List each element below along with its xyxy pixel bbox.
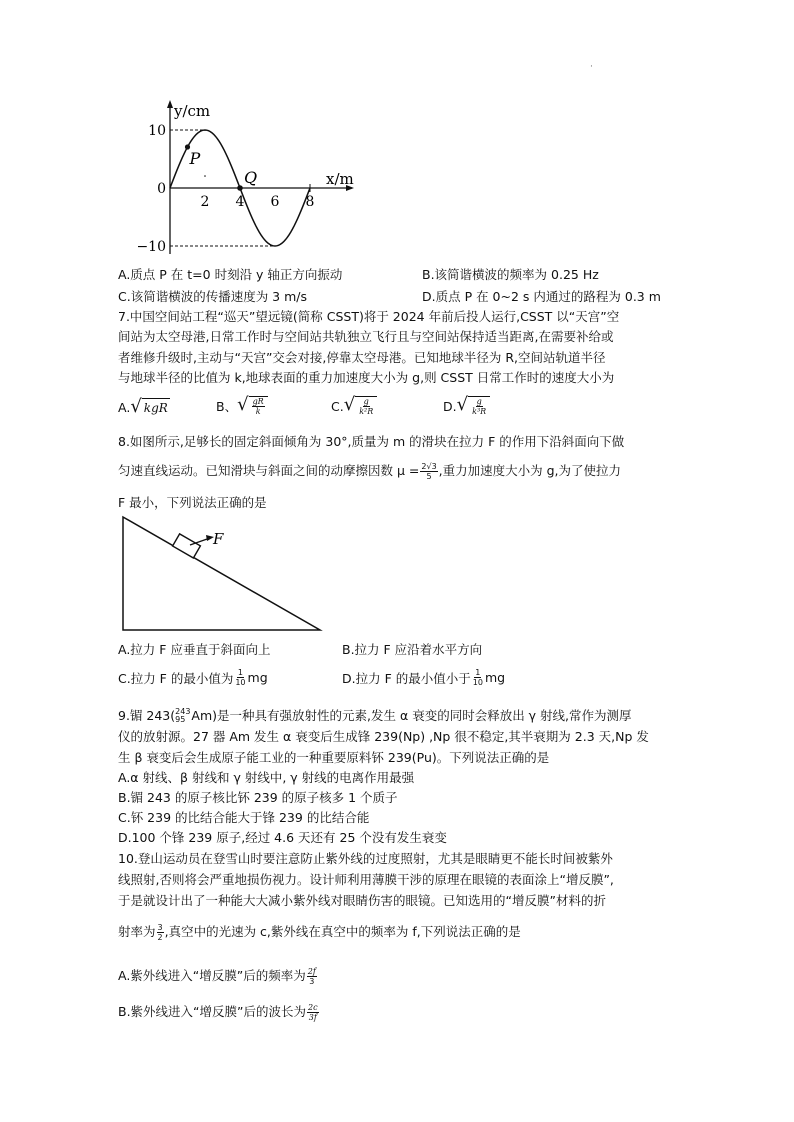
q8-option-d-num: 1 xyxy=(475,668,481,677)
x-tick-label: 8 xyxy=(305,194,315,210)
q9-line-1-post: )是一种具有强放射性的元素,发生 α 衰变的同时会释放出 γ 射线,常作为测厚 xyxy=(212,708,632,723)
q7-line-1: 7.中国空间站工程“巡天”望远镜(简称 CSST)将于 2024 年前后投人运行,CSST 以“天宫”空 xyxy=(118,309,620,324)
q7-option-b-num: gR xyxy=(252,397,264,406)
x-tick-label: 4 xyxy=(235,194,245,210)
fraction xyxy=(471,397,487,416)
q9-am-symbol: Am xyxy=(191,708,213,723)
q9-am-charge: 95 xyxy=(175,715,186,724)
q8-option-a: A.拉力 F 应垂直于斜面向上 xyxy=(118,642,271,657)
q7-option-c-den: k²R xyxy=(359,407,374,416)
x-tick-label: 6 xyxy=(270,194,280,210)
q7-option-b xyxy=(216,396,268,416)
q9-line-1 xyxy=(118,706,632,726)
q8-line-2-post: ,重力加速度大小为 g,为了使拉力 xyxy=(438,463,622,478)
q7-option-d xyxy=(443,396,490,416)
q7-line-2: 间站为太空母港,日常工作时与空间站共轨独立飞行且与空间站保持适当距离,在需要补给或 xyxy=(118,329,614,344)
q9-line-1-pre: 9.镅 243( xyxy=(118,708,176,723)
q10-option-a-num: 2f xyxy=(307,966,316,976)
sqrt-expression: √ $\frac{g}{\text{k³R}}$ xyxy=(457,396,491,416)
fraction xyxy=(307,967,317,986)
q7-line-4: 与地球半径的比值为 k,地球表面的重力加速度大小为 g,则 CSST 日常工作时的速度大小为 xyxy=(118,370,615,385)
q6-option-b: B.该简谐横波的频率为 0.25 Hz xyxy=(422,267,599,282)
q10-n-den: 2 xyxy=(157,932,163,942)
q10-n-num: 3 xyxy=(157,922,163,932)
q10-option-b-den: 3f xyxy=(308,1012,317,1022)
q10-line-2: 线照射,否则将会严重地损伤视力。设计师利用薄膜干涉的原理在眼镜的表面涂上“增反膜”, xyxy=(118,872,614,887)
fraction xyxy=(472,668,484,687)
sqrt-expression: √ $\frac{gR}{k}$ xyxy=(237,396,268,416)
q10-line-3: 于是就设计出了一种能大大减小紫外线对眼睛伤害的眼镜。已知选用的“增反膜”材料的折 xyxy=(118,893,606,908)
q9-am-mass: 243 xyxy=(175,707,191,716)
q7-option-a-expr: kgR xyxy=(142,398,170,416)
point-q-label: Q xyxy=(244,168,258,187)
fraction xyxy=(252,397,265,416)
q7-option-b-den: k xyxy=(255,407,261,416)
point-p-label: P xyxy=(189,148,201,168)
q10-line-4-post: ,真空中的光速为 c,紫外线在真空中的频率为 f,下列说法正确的是 xyxy=(164,924,521,939)
q9-line-3: 生 β 衰变后会生成原子能工业的一种重要原料钚 239(Pu)。下列说法正确的是 xyxy=(118,750,550,765)
q10-line-1: 10.登山运动员在登雪山时要注意防止紫外线的过度照射，尤其是眼睛更不能长时间被紫外 xyxy=(118,851,613,866)
mu-fraction xyxy=(420,462,437,481)
q6-option-c: C.该简谐横波的传播速度为 3 m/s xyxy=(118,289,308,304)
q7-option-a-label: A. xyxy=(118,399,131,415)
q8-mu-den: 5 xyxy=(426,471,432,481)
q10-option-a-den: 3 xyxy=(309,976,315,986)
q8-option-c xyxy=(118,668,268,687)
fraction xyxy=(358,397,374,416)
nuclide-notation xyxy=(175,708,190,724)
q10-option-a-pre: A.紫外线进入“增反膜”后的频率为 xyxy=(118,968,306,983)
q8-option-d-den: 10 xyxy=(472,678,483,687)
point-q-dot xyxy=(237,185,243,191)
q7-option-b-label: B、 xyxy=(216,399,238,414)
stray-dot xyxy=(204,175,206,177)
q7-option-c-num: g xyxy=(363,397,369,406)
q8-option-d xyxy=(342,668,505,687)
q7-option-a xyxy=(118,398,170,416)
q7-option-d-label: D. xyxy=(443,398,457,414)
q10-line-4-pre: 射率为 xyxy=(118,924,156,939)
fraction xyxy=(234,668,246,687)
q6-option-a: A.质点 P 在 t=0 时刻沿 y 轴正方向振动 xyxy=(118,267,343,282)
q10-line-4 xyxy=(118,922,521,942)
y-tick-label: 10 xyxy=(148,123,166,139)
q8-line-2-pre: 匀速直线运动。已知滑块与斜面之间的动摩擦因数 μ = xyxy=(118,463,420,478)
q8-option-d-post: mg xyxy=(484,670,506,685)
fraction xyxy=(157,923,164,942)
incline-diagram xyxy=(118,512,328,634)
q7-option-c-label: C. xyxy=(331,398,344,414)
y-tick-label: 0 xyxy=(157,181,166,197)
q7-option-d-num: g xyxy=(476,397,482,406)
q6-option-d: D.质点 P 在 0~2 s 内通过的路程为 0.3 m xyxy=(422,289,661,304)
sliding-block xyxy=(173,534,201,558)
q7-option-d-den: k³R xyxy=(472,407,487,416)
q8-option-c-den: 10 xyxy=(235,678,246,687)
q8-option-c-post: mg xyxy=(247,670,268,685)
q8-line-3: F 最小，下列说法正确的是 xyxy=(118,495,267,510)
y-axis-label: y/cm xyxy=(174,102,211,120)
sqrt-expression: √ kgR xyxy=(130,396,168,417)
q10-option-a xyxy=(118,966,318,986)
q8-mu-num: 2√3 xyxy=(421,461,437,471)
wave-layer xyxy=(136,100,354,255)
sqrt-expression: √ $\frac{g}{\text{k²R}}$ xyxy=(344,396,378,416)
force-label: F xyxy=(213,530,224,548)
q8-line-1: 8.如图所示,足够长的固定斜面倾角为 30°,质量为 m 的滑块在拉力 F 的作用下沿斜面向下做 xyxy=(118,434,625,449)
x-tick-label: 2 xyxy=(200,194,210,210)
q9-option-d: D.100 个锋 239 原子,经过 4.6 天还有 25 个没有发生衰变 xyxy=(118,830,447,845)
q8-option-c-num: 1 xyxy=(237,668,243,677)
y-tick-label: −10 xyxy=(136,239,166,255)
q9-option-a: A.α 射线、β 射线和 γ 射线中, γ 射线的电离作用最强 xyxy=(118,770,415,785)
q10-option-b-num: 2c xyxy=(308,1002,318,1012)
q8-option-c-pre: C.拉力 F 的最小值为 xyxy=(118,670,234,686)
q9-option-b: B.镅 243 的原子核比钚 239 的原子核多 1 个质子 xyxy=(118,790,398,805)
q8-option-d-pre: D.拉力 F 的最小值小于 xyxy=(342,670,471,686)
q7-option-c xyxy=(331,396,377,416)
wave-graph xyxy=(136,96,360,264)
x-axis-label: x/m xyxy=(326,170,354,188)
q10-option-b xyxy=(118,1002,320,1022)
q8-option-b: B.拉力 F 应沿着水平方向 xyxy=(342,642,483,657)
q8-line-2 xyxy=(118,461,621,481)
q9-option-c: C.钚 239 的比结合能大于锋 239 的比结合能 xyxy=(118,810,370,825)
q10-option-b-pre: B.紫外线进入“增反膜”后的波长为 xyxy=(118,1004,307,1019)
q9-line-2: 仪的放射源。27 器 Am 发生 α 衰变后生成锋 239(Np) ,Np 很不稳定,其半衰期为 2.3 天,Np 发 xyxy=(118,729,649,744)
fraction xyxy=(307,1003,319,1022)
y-axis-arrow xyxy=(167,100,173,108)
page-mark: · xyxy=(590,62,593,72)
q7-line-3: 者维修升级时,主动与“天宫”交会对接,停靠太空母港。已知地球半径为 R,空间站轨道半径 xyxy=(118,350,606,365)
